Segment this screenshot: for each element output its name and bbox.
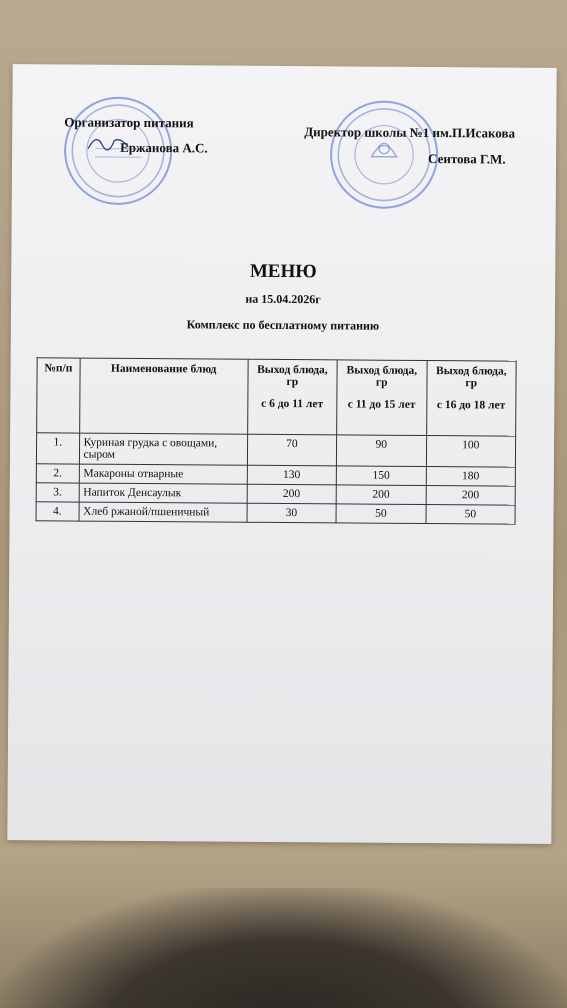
row-value-11-15: 150 [336,466,426,486]
header-col3-age: с 16 до 18 лет [436,399,506,412]
table-row [36,502,515,524]
row-value-11-15: 50 [336,504,426,524]
organizer-name: Ержанова А.С. [120,139,208,156]
header-col1-label: Выход блюда, гр [257,363,328,389]
row-value-6-11: 30 [247,503,337,523]
menu-subtitle: Комплекс по бесплатному питанию [186,317,380,333]
header-col1 [247,359,337,435]
row-num: 1. [36,433,79,464]
header-col1-age: с 6 до 11 лет [261,397,324,411]
header-num: №п/п [37,358,80,433]
row-value-16-18: 180 [426,467,516,487]
row-value-6-11: 200 [247,484,337,504]
header-col3-label: Выход блюда, гр [436,365,507,390]
row-value-11-15: 200 [336,485,426,505]
menu-date: на 15.04.2026г [245,291,321,307]
header-name: Наименование блюд [79,358,248,434]
header-col3 [426,361,516,437]
row-value-6-11: 70 [247,434,337,466]
table-header-row [37,358,517,436]
row-num: 4. [36,502,79,521]
row-value-16-18: 50 [426,505,516,525]
school-stamp [330,100,439,209]
header-col2-label: Выход блюда, гр [346,364,418,389]
row-value-16-18: 200 [426,486,516,506]
page-title: МЕНЮ [249,260,317,283]
row-name: Куриная грудка с овощами, сыром [79,433,247,465]
row-num: 2. [36,464,79,483]
director-title: Директор школы №1 им.П.Исакова [304,124,516,141]
row-num: 3. [36,483,79,502]
row-value-16-18: 100 [426,436,516,468]
row-value-11-15: 90 [336,435,426,467]
row-name: Напиток Денсаулык [79,483,247,503]
menu-table [36,357,517,524]
organizer-title: Организатор питания [64,114,194,131]
row-value-6-11: 130 [247,465,337,485]
director-name: Сеитова Г.М. [428,151,506,167]
header-col2 [337,360,427,436]
table-row [36,433,515,467]
row-name: Хлеб ржаной/пшеничный [79,502,247,522]
menu-document [7,64,556,844]
header-col2-age: с 11 до 15 лет [347,398,416,411]
floor-shadow [0,888,567,1008]
row-name: Макароны отварные [79,464,247,484]
